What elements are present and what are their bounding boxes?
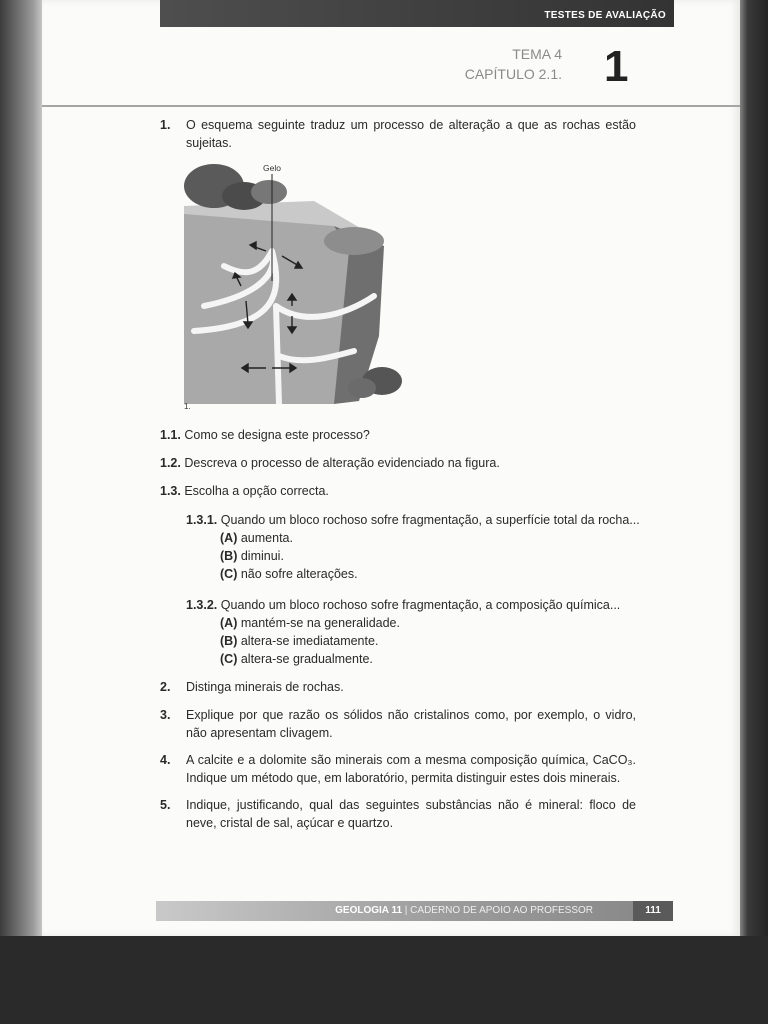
header-title: TESTES DE AVALIAÇÃO [544,10,666,21]
page-number: 111 [633,901,673,921]
rock-weathering-figure [184,156,404,404]
option-list [220,614,646,668]
question-text: Descreva o processo de alteração evidenciado na figura. [184,456,500,470]
question-number: 1.3.1. [186,513,218,527]
question-number: 5. [160,798,171,812]
question-text: A calcite e a dolomite são minerais com a mesma composição química, CaCO₃. Indique um método que, em laboratório, permita distinguir estes dois minerais. [186,753,636,785]
question-text: Distinga minerais de rochas. [186,680,344,694]
footer-subject: GEOLOGIA 11 [335,905,403,916]
chapter-heading [362,44,562,84]
question-text: Escolha a opção correcta. [184,484,329,498]
question-number: 1.2. [160,456,181,470]
figure-label-gelo: Gelo [263,163,281,173]
tema-label: TEMA 4 [512,46,562,62]
option-a: (A) aumenta. [220,531,293,545]
document-page [42,0,740,936]
option-a: (A) mantém-se na generalidade. [220,616,400,630]
question-text: Quando um bloco rochoso sofre fragmentação, a superfície total da rocha... [220,513,640,527]
footer-text: GEOLOGIA 11 | CADERNO DE APOIO AO PROFESSOR [335,905,593,916]
question-1 [160,116,636,152]
option-c: (C) altera-se gradualmente. [220,652,373,666]
option-b: (B) altera-se imediatamente. [220,634,379,648]
figure-caption: 1. [184,402,191,411]
question-text: Indique, justificando, qual das seguintes substâncias não é mineral: floco de neve, cristal de sal, açúcar e quartzo. [186,798,636,830]
question-1-2 [160,454,500,472]
capitulo-label: CAPÍTULO 2.1. [464,66,562,82]
question-1-1 [160,426,370,444]
option-b: (B) diminui. [220,549,284,563]
question-3 [160,706,636,742]
header-divider [42,105,740,107]
question-1-3 [160,482,329,500]
question-text: Quando um bloco rochoso sofre fragmentação, a composição química... [220,598,621,612]
question-number: 4. [160,753,171,767]
question-text: Como se designa este processo? [184,428,370,442]
question-number: 2. [160,680,171,694]
left-background [0,0,44,940]
question-number: 3. [160,708,171,722]
question-number: 1. [160,118,171,132]
bottom-background [0,936,768,1024]
question-2 [160,678,636,696]
question-number: 1.3. [160,484,181,498]
option-c: (C) não sofre alterações. [220,567,358,581]
question-4 [160,751,636,787]
question-text: Explique por que razão os sólidos não cristalinos como, por exemplo, o vidro, não apresentam clivagem. [186,708,636,740]
footer-bar [156,901,633,921]
test-number: 1 [604,42,629,91]
option-list [220,529,646,583]
question-number: 1.3.2. [186,598,218,612]
question-number: 1.1. [160,428,181,442]
footer-book: CADERNO DE APOIO AO PROFESSOR [410,905,593,916]
question-5 [160,796,636,832]
question-text: O esquema seguinte traduz um processo de alteração a que as rochas estão sujeitas. [186,118,636,150]
header-bar [160,0,674,27]
question-1-3-1 [186,511,646,583]
question-1-3-2 [186,596,646,668]
